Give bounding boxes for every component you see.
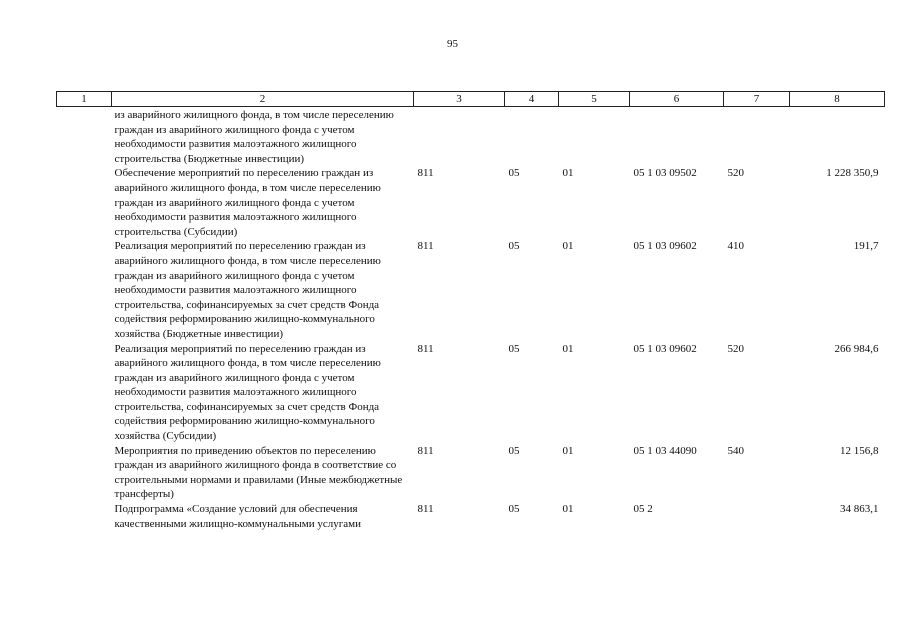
- row-description: Обеспечение мероприятий по переселению граждан из аварийного жилищного фонда, в том числе переселению граждан из аварийного жилищного фонда с учетом необходимости развития малоэтажного жилищного строительства (Субсидии): [114, 167, 381, 238]
- row-cell-empty: [57, 107, 112, 167]
- row-code-expense-type: [724, 502, 790, 531]
- row-code-subsection: 01: [562, 503, 574, 516]
- row-code-ministry: 811: [417, 240, 434, 253]
- row-code-target: [630, 107, 724, 167]
- column-header: 8: [790, 92, 885, 107]
- row-code-subsection: [559, 107, 630, 167]
- row-amount: 12 156,8: [840, 444, 879, 457]
- row-code-section: 05: [508, 444, 520, 457]
- row-description: Реализация мероприятий по переселению граждан из аварийного жилищного фонда, в том числе переселению граждан из аварийного жилищного фонда с учетом необходимости развития малоэтажного жилищного строительства, софинансируемых за счет средств Фонда содействия реформированию жилищно-коммунального хозяйства (Субсидии): [114, 342, 381, 443]
- row-code-expense-type: 410: [727, 240, 744, 253]
- row-code-expense-type: 540: [727, 444, 744, 457]
- row-amount: 191,7: [853, 240, 879, 253]
- row-code-subsection: 01: [562, 342, 574, 355]
- row-description: из аварийного жилищного фонда, в том числе переселению граждан из аварийного жилищного фонда с учетом необходимости развития малоэтажного жилищного строительства (Бюджетные инвестиции): [114, 109, 394, 165]
- row-code-target: 05 2: [633, 503, 653, 516]
- row-code-ministry: 811: [417, 444, 434, 457]
- row-amount: [790, 107, 885, 167]
- row-amount: 266 984,6: [834, 342, 879, 355]
- row-code-ministry: 811: [417, 342, 434, 355]
- row-description: Мероприятия по приведению объектов по переселению граждан из аварийного жилищного фонда в соответствие со строительными нормами и правилами (Иные межбюджетные трансферты): [114, 444, 403, 501]
- row-code-subsection: 01: [562, 444, 574, 457]
- column-header: 2: [112, 92, 414, 107]
- row-code-section: 05: [508, 167, 520, 180]
- table-row: [57, 342, 885, 444]
- row-code-ministry: 811: [417, 503, 434, 516]
- row-code-target: 05 1 03 09602: [633, 342, 697, 355]
- row-amount: 34 863,1: [840, 503, 879, 516]
- table-row: [57, 444, 885, 502]
- row-code-expense-type: [724, 107, 790, 167]
- row-code-target: 05 1 03 44090: [633, 444, 697, 457]
- row-cell-empty: [57, 166, 112, 239]
- row-code-section: 05: [508, 342, 520, 355]
- column-number-header-row: [57, 92, 885, 107]
- column-header: 3: [414, 92, 505, 107]
- row-cell-empty: [57, 502, 112, 531]
- row-cell-empty: [57, 239, 112, 341]
- row-code-subsection: 01: [562, 240, 574, 253]
- column-header: 4: [505, 92, 559, 107]
- row-description: Реализация мероприятий по переселению граждан из аварийного жилищного фонда, в том числе переселению граждан из аварийного жилищного фонда с учетом необходимости развития малоэтажного жилищного строительства, софинансируемых за счет средств Фонда содействия реформированию жилищно-коммунального хозяйства (Бюджетные инвестиции): [114, 240, 381, 340]
- page-number: 95: [447, 38, 458, 50]
- budget-table: [56, 91, 885, 531]
- table-row: [57, 107, 885, 167]
- row-code-section: 05: [508, 240, 520, 253]
- row-code-subsection: 01: [562, 167, 574, 180]
- row-code-ministry: 811: [417, 167, 434, 180]
- row-code-ministry: [414, 107, 505, 167]
- column-header: 6: [630, 92, 724, 107]
- row-amount: 1 228 350,9: [826, 167, 879, 180]
- column-header: 5: [559, 92, 630, 107]
- row-code-target: 05 1 03 09602: [633, 240, 697, 253]
- row-cell-empty: [57, 342, 112, 444]
- row-code-section: [505, 107, 559, 167]
- row-code-section: 05: [508, 503, 520, 516]
- row-description: Подпрограмма «Создание условий для обеспечения качественными жилищно-коммунальными услугами: [114, 503, 362, 530]
- table-row: [57, 239, 885, 341]
- row-code-target: 05 1 03 09502: [633, 167, 697, 180]
- column-header: 7: [724, 92, 790, 107]
- row-cell-empty: [57, 444, 112, 502]
- table-row: [57, 166, 885, 239]
- table-row: [57, 502, 885, 531]
- row-code-expense-type: 520: [727, 167, 744, 180]
- row-code-expense-type: 520: [727, 342, 744, 355]
- column-header: 1: [57, 92, 112, 107]
